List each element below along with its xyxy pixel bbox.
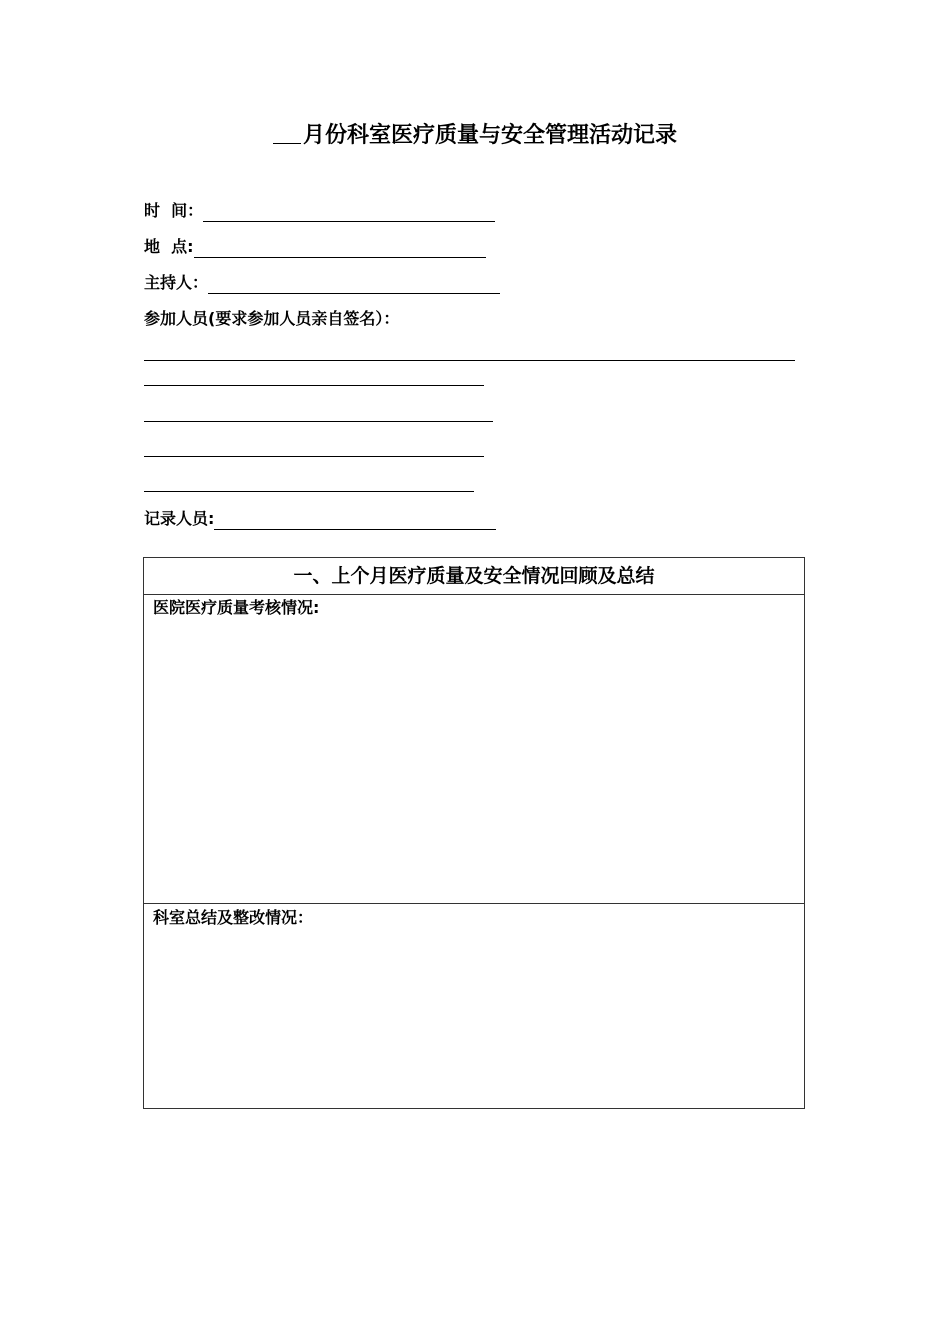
participants-signature-line-1[interactable] [144, 360, 795, 361]
document-title [0, 120, 950, 152]
place-label: 地 点: [144, 237, 194, 256]
time-field [144, 200, 495, 222]
host-label: 主持人： [144, 273, 209, 292]
place-field [144, 236, 486, 258]
assessment-cell[interactable] [144, 594, 804, 904]
time-label: 时 间： [144, 201, 204, 220]
month-blank-line[interactable] [273, 121, 301, 144]
host-field [144, 272, 500, 294]
section-one-heading: 一、上个月医疗质量及安全情况回顾及总结 [144, 558, 804, 595]
participants-signature-line-3[interactable] [144, 421, 493, 422]
participants-signature-line-5[interactable] [144, 491, 474, 492]
summary-cell[interactable] [144, 904, 804, 1108]
participants-label: 参加人员(要求参加人员亲自签名）： [144, 309, 400, 328]
participants-field [144, 308, 399, 330]
recorder-input-line[interactable] [214, 511, 496, 530]
time-input-line[interactable] [203, 203, 495, 222]
recorder-label: 记录人员: [144, 509, 215, 528]
participants-signature-line-4[interactable] [144, 456, 484, 457]
assessment-label: 医院医疗质量考核情况: [153, 598, 320, 617]
recorder-field [144, 508, 496, 530]
place-input-line[interactable] [194, 239, 486, 258]
summary-label: 科室总结及整改情况： [153, 908, 314, 927]
title-text: 月份科室医疗质量与安全管理活动记录 [302, 123, 677, 148]
review-table [143, 557, 805, 1109]
host-input-line[interactable] [208, 275, 500, 294]
participants-signature-line-2[interactable] [144, 385, 484, 386]
